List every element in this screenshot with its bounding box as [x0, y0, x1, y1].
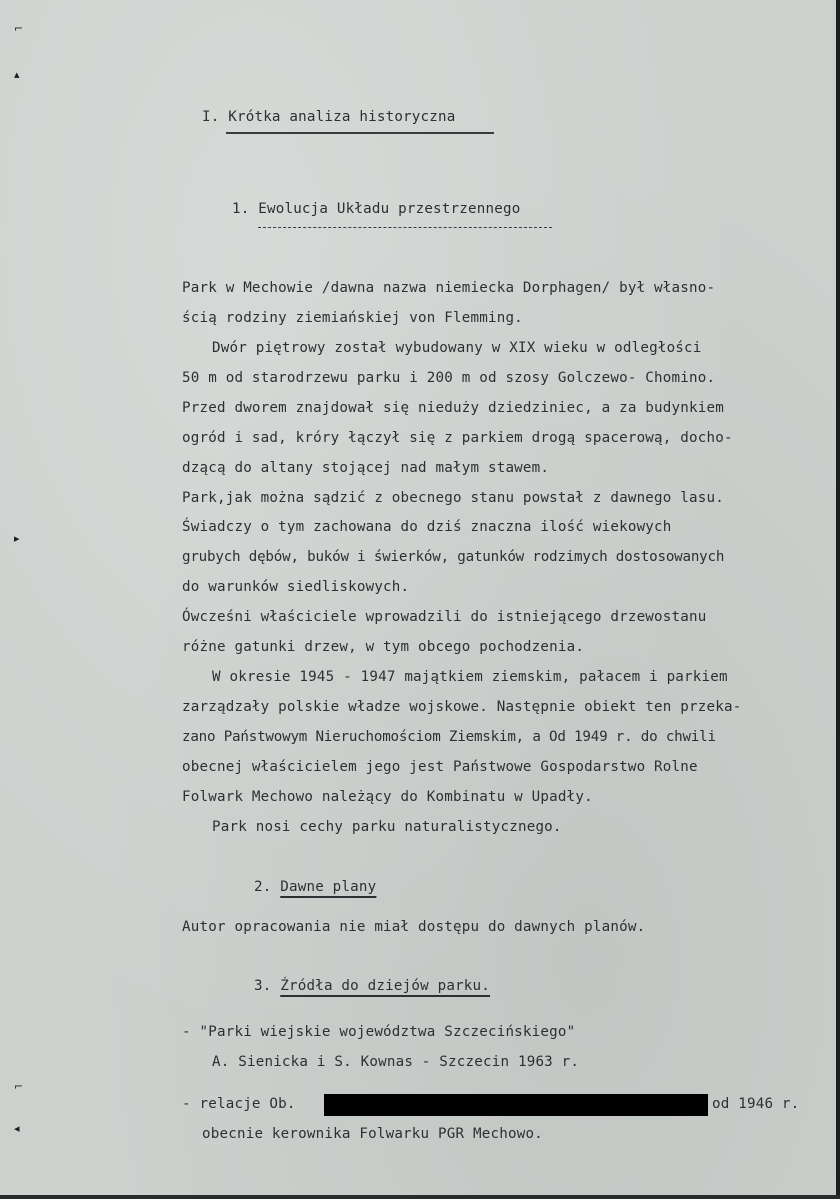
body-line: grubych dębów, buków i świerków, gatunków rodzimych dostosowanych	[182, 549, 725, 565]
binding-mark: ▸	[14, 532, 20, 545]
body-line: różne gatunki drzew, w tym obcego pochodzenia.	[182, 639, 585, 655]
source-item-2-line1-start: - relacje Ob.	[182, 1096, 296, 1112]
body-line: Park nosi cechy parku naturalistycznego.	[212, 819, 562, 835]
binding-mark: ⌐	[14, 22, 24, 35]
body-line: Park w Mechowie /dawna nazwa niemiecka Dorphagen/ był własno-	[182, 280, 716, 296]
binding-mark: ◂	[14, 1122, 20, 1135]
section-3-title	[254, 979, 490, 993]
section-3-title-text: Źródła do dziejów parku.	[280, 978, 491, 994]
body-line: zarządzały polskie władze wojskowe. Następnie obiekt ten przeka-	[182, 699, 742, 715]
section-3-number: 3.	[254, 978, 272, 994]
binding-mark: ▴	[14, 68, 20, 81]
source-item-1-line1: - "Parki wiejskie województwa Szczecińskiego"	[182, 1024, 576, 1040]
main-heading: I. Krótka analiza historyczna	[202, 109, 456, 125]
body-line: W okresie 1945 - 1947 majątkiem ziemskim, pałacem i parkiem	[212, 669, 728, 685]
section-2-number: 2.	[254, 879, 272, 895]
body-line: Dwór piętrowy został wybudowany w XIX wieku w odległości	[212, 340, 702, 356]
source-item-1-line2: A. Sienicka i S. Kownas - Szczecin 1963 r.	[212, 1054, 580, 1070]
section-2-title-text: Dawne plany	[280, 879, 377, 895]
body-line: Ówcześni właściciele wprowadzili do istniejącego drzewostanu	[182, 609, 707, 625]
section-1-title: 1. Ewolucja Układu przestrzennego	[232, 201, 521, 217]
source-item-2-line2: obecnie kerownika Folwarku PGR Mechowo.	[202, 1126, 543, 1142]
scan-edge-right	[836, 0, 840, 1199]
heading-underline	[226, 132, 494, 134]
scan-edge-bottom	[0, 1195, 840, 1199]
body-line: do warunków siedliskowych.	[182, 579, 410, 595]
body-line: Folwark Mechowo należący do Kombinatu w Upadły.	[182, 789, 593, 805]
redaction-bar	[324, 1094, 708, 1116]
body-line: obecnej właścicielem jego jest Państwowe Gospodarstwo Rolne	[182, 759, 698, 775]
binding-mark: ⌐	[14, 1080, 24, 1093]
body-line: zano Państwowym Nieruchomościom Ziemskim, a Od 1949 r. do chwili	[182, 729, 716, 745]
body-line: ścią rodziny ziemiańskiej von Flemming.	[182, 310, 523, 326]
section-2-text: Autor opracowania nie miał dostępu do dawnych planów.	[182, 919, 646, 935]
body-line: dzącą do altany stojącej nad małym stawem.	[182, 460, 550, 476]
section-1-underline	[258, 227, 552, 228]
body-line: Przed dworem znajdował się nieduży dziedziniec, a za budynkiem	[182, 400, 724, 416]
body-line: ogród i sad, króry łączył się z parkiem drogą spacerową, docho-	[182, 430, 733, 446]
body-line: Świadczy o tym zachowana do dziś znaczna ilość wiekowych	[182, 519, 672, 535]
section-2-title	[254, 880, 376, 894]
source-item-2-line1-end: od 1946 r.	[712, 1096, 800, 1112]
body-line: 50 m od starodrzewu parku i 200 m od szosy Golczewo- Chomino.	[182, 370, 716, 386]
body-line: Park,jak można sądzić z obecnego stanu powstał z dawnego lasu.	[182, 490, 724, 506]
